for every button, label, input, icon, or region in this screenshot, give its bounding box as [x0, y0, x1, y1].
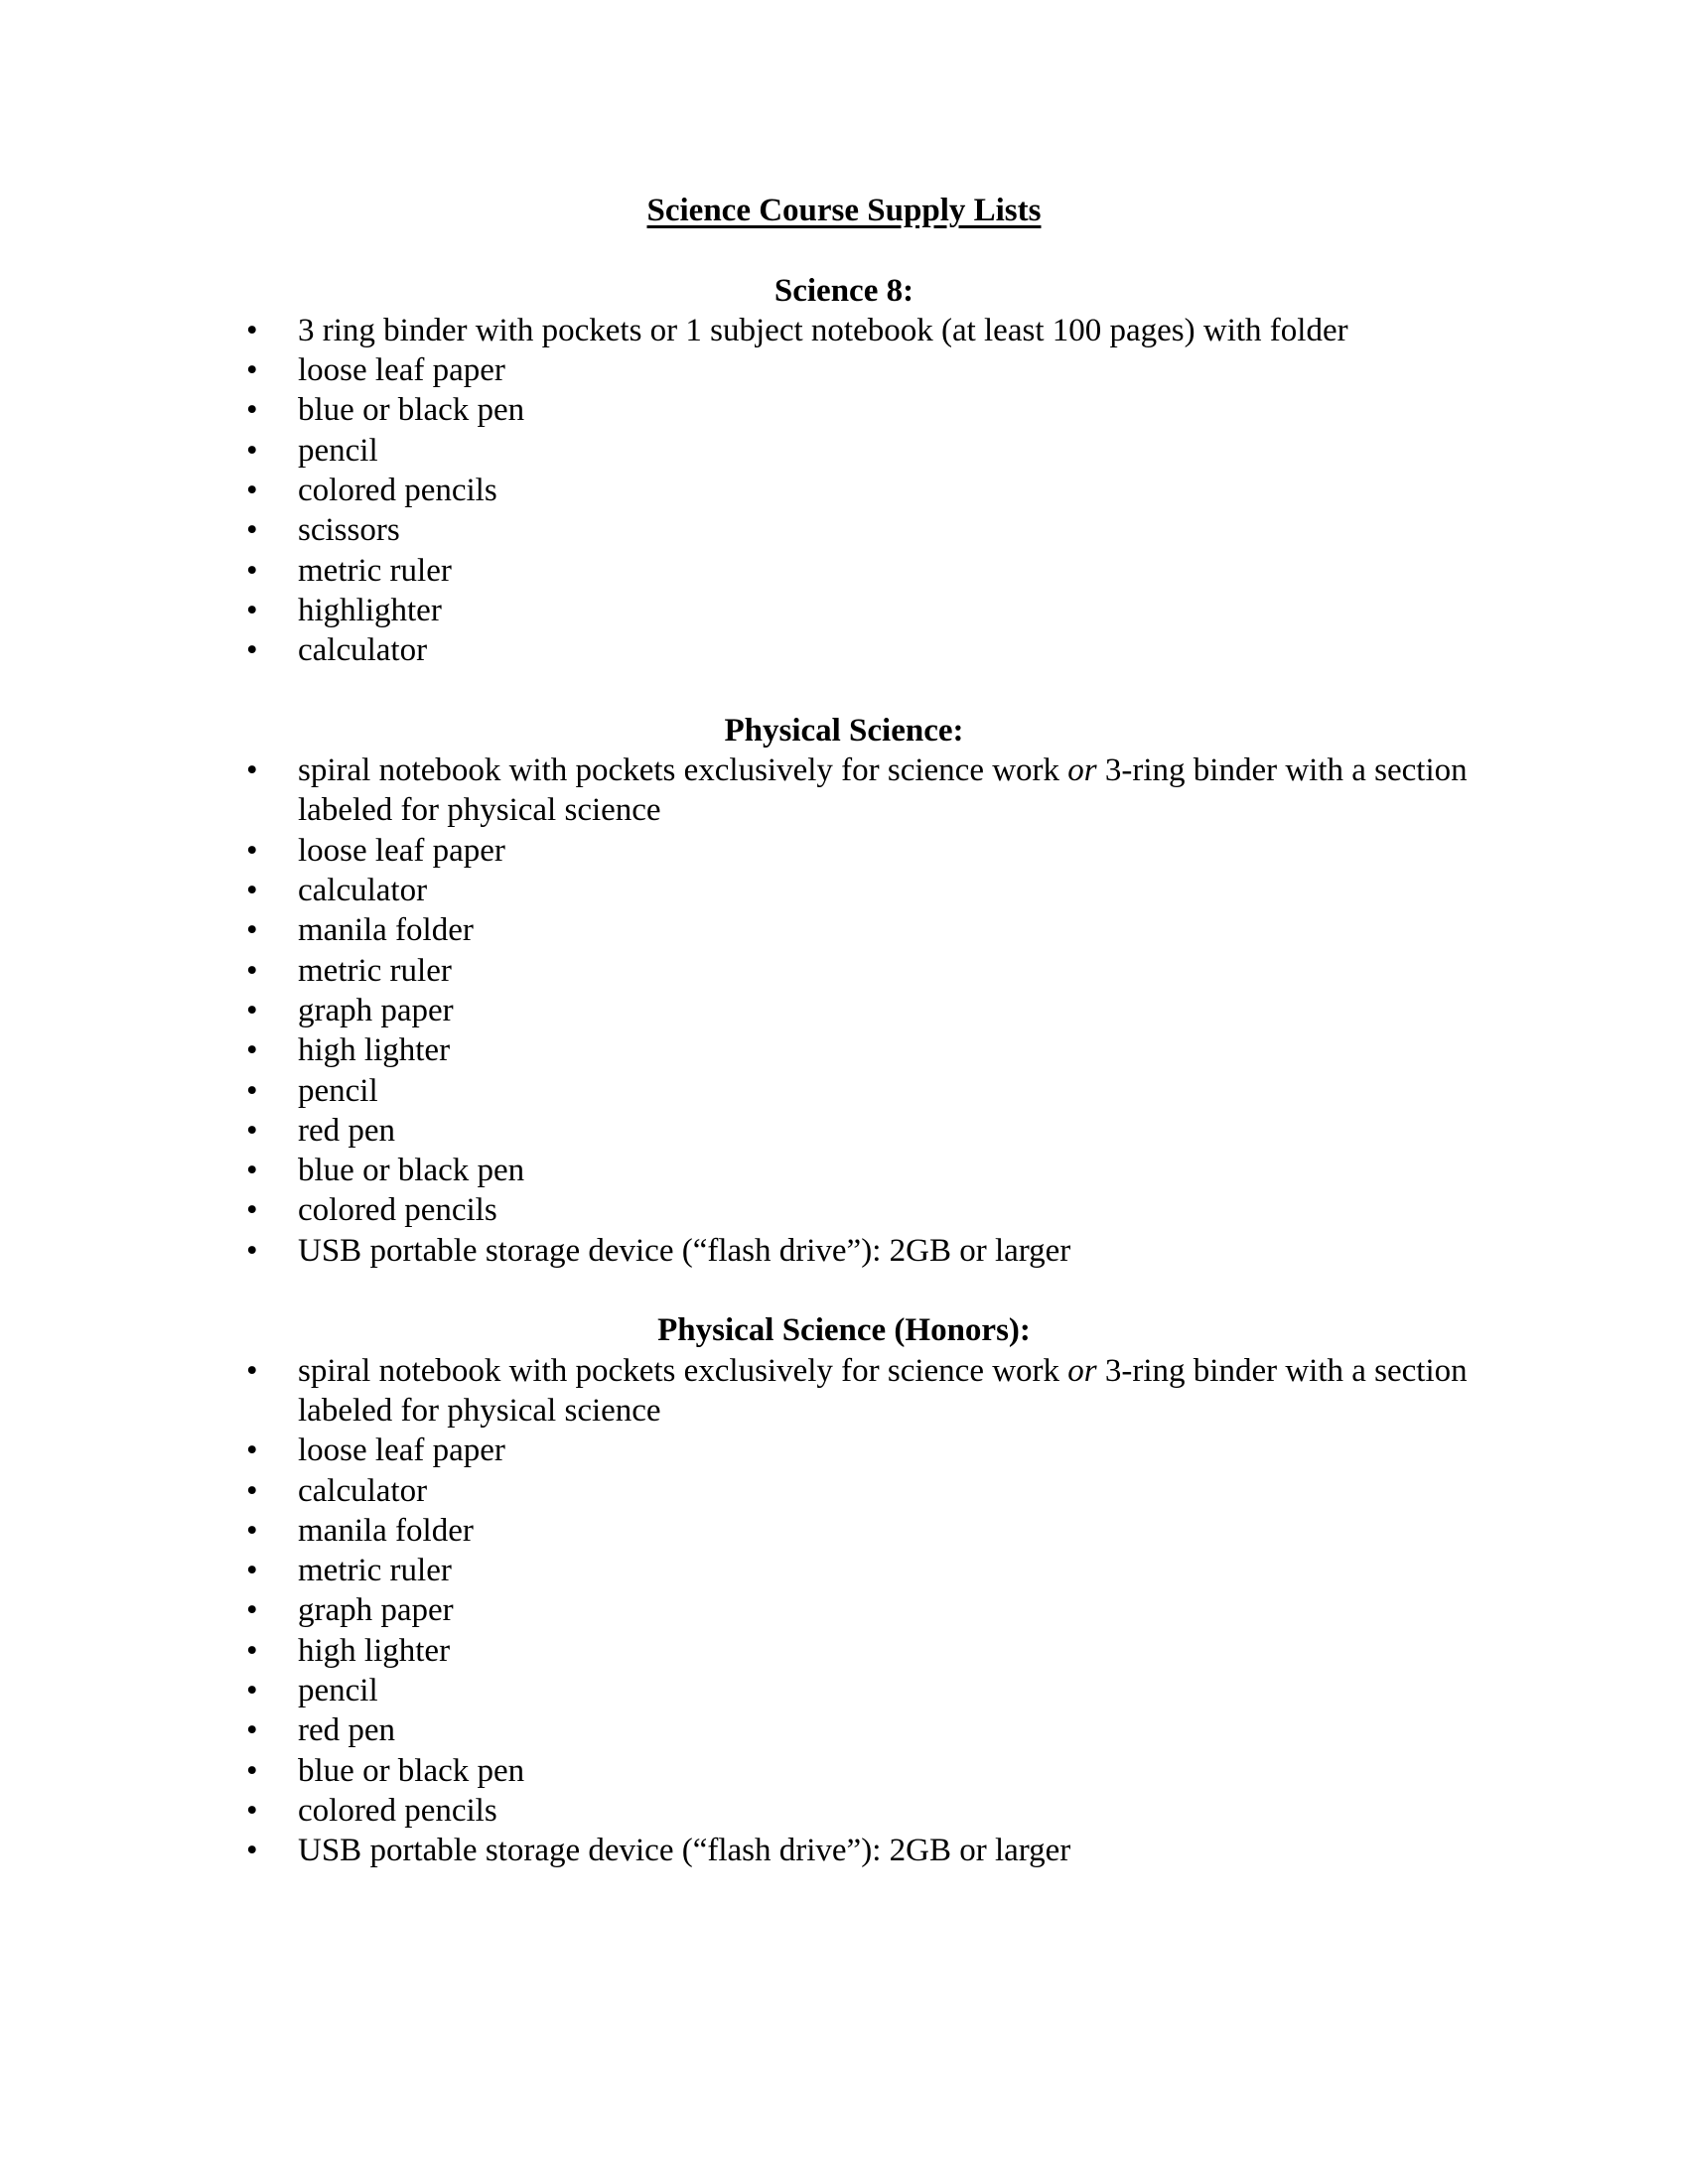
bullet-icon: •: [246, 1512, 258, 1549]
list-item: [199, 951, 1489, 991]
bullet-icon: •: [246, 1553, 258, 1589]
list-item: [199, 551, 1489, 591]
bullet-icon: •: [246, 1072, 258, 1109]
list-item: [199, 1791, 1489, 1831]
list-item-text: metric ruler: [298, 552, 452, 589]
list-item-text: blue or black pen: [298, 1752, 525, 1789]
list-item: [199, 751, 1489, 831]
bullet-icon: •: [246, 1433, 258, 1469]
bullet-icon: •: [246, 832, 258, 869]
list-item: [199, 1751, 1489, 1791]
bullet-icon: •: [246, 432, 258, 469]
list-item-text: high lighter: [298, 1632, 451, 1669]
bullet-icon: •: [246, 1672, 258, 1708]
list-item: [199, 311, 1489, 350]
bullet-icon: •: [246, 312, 258, 348]
list-item: [199, 1831, 1489, 1870]
bullet-icon: •: [246, 1472, 258, 1509]
list-item: [199, 1030, 1489, 1070]
list-item-text: manila folder: [298, 912, 474, 949]
bullet-icon: •: [246, 1792, 258, 1829]
list-item: [199, 1471, 1489, 1511]
bullet-icon: •: [246, 512, 258, 549]
list-item: [199, 991, 1489, 1030]
list-item-text: colored pencils: [298, 473, 497, 509]
bullet-icon: •: [246, 1592, 258, 1629]
list-item-text: colored pencils: [298, 1792, 497, 1829]
section-heading: Science 8:: [774, 272, 914, 309]
list-item: [199, 871, 1489, 910]
bullet-icon: •: [246, 873, 258, 909]
list-item-text: graph paper: [298, 992, 454, 1028]
bullet-icon: •: [246, 632, 258, 669]
bullet-icon: •: [246, 1833, 258, 1869]
list-item-text: graph paper: [298, 1592, 454, 1629]
bullet-icon: •: [246, 1232, 258, 1269]
list-item-text: spiral notebook with pockets exclusively for science work or 3-ring binder with a section labeled for physical science: [298, 1352, 1468, 1429]
list-item-text: loose leaf paper: [298, 832, 505, 869]
bullet-icon: •: [246, 1752, 258, 1789]
list-item-text: blue or black pen: [298, 392, 525, 429]
list-item: [199, 630, 1489, 670]
bullet-icon: •: [246, 392, 258, 429]
bullet-icon: •: [246, 912, 258, 949]
list-item: [199, 1710, 1489, 1750]
bullet-icon: •: [246, 992, 258, 1028]
section-heading: Physical Science (Honors):: [657, 1312, 1031, 1349]
list-item: [199, 591, 1489, 630]
bullet-icon: •: [246, 473, 258, 509]
supply-list: [199, 1351, 1489, 1871]
list-item-text: red pen: [298, 1712, 396, 1749]
list-item-text: calculator: [298, 632, 428, 669]
list-item: [199, 471, 1489, 510]
list-item-text: loose leaf paper: [298, 352, 505, 389]
list-item: [199, 1351, 1489, 1432]
list-item-text: blue or black pen: [298, 1153, 525, 1189]
bullet-icon: •: [246, 1032, 258, 1069]
list-item: [199, 1631, 1489, 1671]
list-item: [199, 1111, 1489, 1151]
list-item-text: pencil: [298, 1072, 378, 1109]
sections-container: [199, 271, 1489, 1871]
list-item-text: loose leaf paper: [298, 1433, 505, 1469]
list-item: [199, 1190, 1489, 1230]
bullet-icon: •: [246, 1192, 258, 1229]
list-item-text: metric ruler: [298, 952, 452, 989]
list-item-text: colored pencils: [298, 1192, 497, 1229]
bullet-icon: •: [246, 1712, 258, 1749]
list-item: [199, 1590, 1489, 1630]
bullet-icon: •: [246, 752, 258, 789]
list-item: [199, 1551, 1489, 1590]
bullet-icon: •: [246, 592, 258, 628]
bullet-icon: •: [246, 1632, 258, 1669]
list-item: [199, 1671, 1489, 1710]
list-item: [199, 510, 1489, 550]
supply-list: [199, 751, 1489, 1271]
list-item-text: pencil: [298, 1672, 378, 1708]
section-3: [199, 1310, 1489, 1870]
bullet-icon: •: [246, 1153, 258, 1189]
bullet-icon: •: [246, 552, 258, 589]
list-item-text: metric ruler: [298, 1553, 452, 1589]
section-heading: Physical Science:: [724, 712, 964, 749]
list-item: [199, 1511, 1489, 1551]
list-item-text: calculator: [298, 873, 428, 909]
list-item-text: USB portable storage device (“flash drive”): 2GB or larger: [298, 1232, 1071, 1269]
list-item-text: manila folder: [298, 1512, 474, 1549]
list-item-text: 3 ring binder with pockets or 1 subject notebook (at least 100 pages) with folder: [298, 312, 1348, 348]
list-item-text: calculator: [298, 1472, 428, 1509]
bullet-icon: •: [246, 1352, 258, 1389]
list-item: [199, 431, 1489, 471]
list-item: [199, 831, 1489, 871]
italic-text: or: [1067, 752, 1097, 789]
list-item: [199, 350, 1489, 390]
list-item: [199, 1231, 1489, 1271]
list-item: [199, 1431, 1489, 1470]
bullet-icon: •: [246, 952, 258, 989]
bullet-icon: •: [246, 352, 258, 389]
list-item-text: pencil: [298, 432, 378, 469]
list-item-text: spiral notebook with pockets exclusively for science work or 3-ring binder with a section labeled for physical science: [298, 752, 1468, 829]
bullet-icon: •: [246, 1112, 258, 1149]
list-item-text: red pen: [298, 1112, 396, 1149]
section-2: [199, 711, 1489, 1271]
list-item: [199, 1071, 1489, 1111]
section-1: [199, 271, 1489, 671]
italic-text: or: [1067, 1352, 1097, 1389]
list-item-text: USB portable storage device (“flash drive”): 2GB or larger: [298, 1833, 1071, 1869]
list-item-text: high lighter: [298, 1032, 451, 1069]
supply-list: [199, 311, 1489, 671]
list-item: [199, 910, 1489, 950]
list-item: [199, 1151, 1489, 1190]
list-item-text: scissors: [298, 512, 400, 549]
document-title-text: Science Course Supply Lists: [646, 193, 1042, 228]
document-title: [199, 191, 1489, 230]
list-item: [199, 390, 1489, 430]
list-item-text: highlighter: [298, 592, 442, 628]
